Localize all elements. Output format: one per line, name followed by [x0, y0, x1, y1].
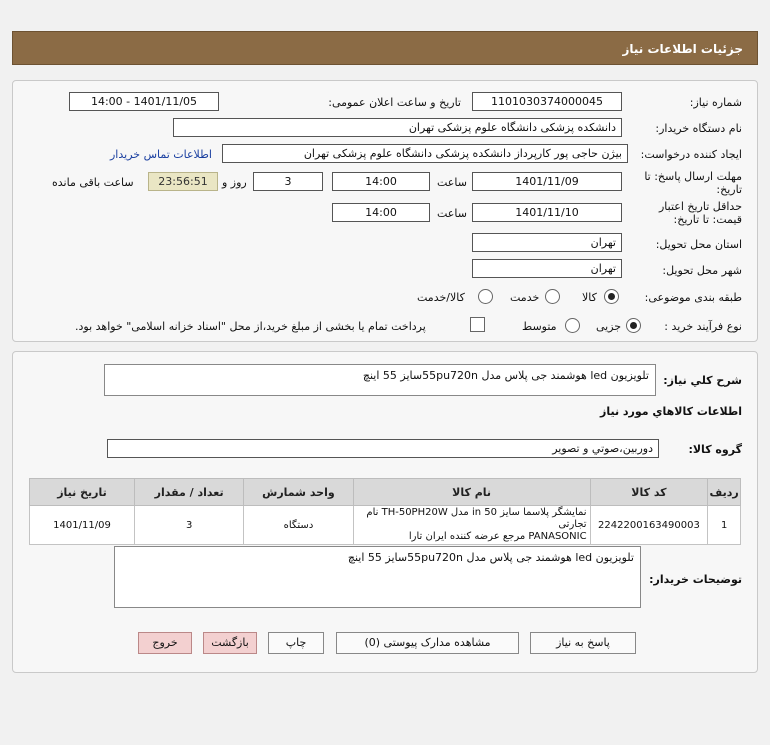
buyer-contact-link[interactable]: اطلاعات تماس خریدار	[110, 148, 212, 161]
category-radio-service[interactable]	[545, 289, 560, 304]
table-row[interactable]	[30, 506, 741, 545]
page-title: جزئیات اطلاعات نیاز	[622, 42, 743, 56]
days-field[interactable]: 3	[253, 172, 323, 191]
validity-time-field[interactable]: 14:00	[332, 203, 430, 222]
col-code: کد کالا	[590, 479, 708, 506]
deadline-label-line1: مهلت ارسال پاسخ: تا	[644, 170, 742, 183]
deadline-label-line2: تاریخ:	[716, 183, 742, 196]
announce-datetime-field[interactable]: 1401/11/05 - 14:00	[69, 92, 219, 111]
category-label: طبقه بندی موضوعی:	[644, 291, 742, 304]
need-number-label: شماره نیاز:	[689, 96, 742, 109]
goods-group-field[interactable]: دوربين،صوتي و تصوير	[107, 439, 659, 458]
deadline-time-field[interactable]: 14:00	[332, 172, 430, 191]
process-option-medium: متوسط	[522, 320, 557, 333]
cell-name-line2: PANASONIC مرجع عرضه کننده ایران تارا	[408, 531, 587, 542]
deadline-time-label: ساعت	[437, 176, 467, 189]
category-option-goods-service: کالا/خدمت	[417, 291, 465, 304]
category-radio-goods[interactable]	[604, 289, 619, 304]
buyer-org-field[interactable]: دانشکده پزشکی دانشگاه علوم پزشکی تهران	[173, 118, 622, 137]
category-option-service: خدمت	[510, 291, 540, 304]
cell-name-line1: نمایشگر پلاسما سایز 50 in مدل TH-50PH20W نام تجارتی	[366, 507, 587, 530]
buyer-notes-label: توضیحات خریدار:	[649, 573, 742, 586]
cell-code: 2242200163490003	[590, 506, 708, 545]
buyer-notes-textbox[interactable]: تلویزیون led هوشمند جی پلاس مدل 55pu720nسایز 55 اینچ	[114, 546, 641, 608]
summary-textbox[interactable]: تلویزیون led هوشمند جی پلاس مدل 55pu720nسایز 55 اینچ	[104, 364, 656, 396]
requester-field[interactable]: بیژن حاجی پور کارپرداز دانشکده پزشکی دانشگاه علوم پزشکی تهران	[222, 144, 628, 163]
cell-row: 1	[708, 506, 741, 545]
back-button[interactable]: بازگشت	[203, 632, 257, 654]
validity-label-line2: قیمت: تا تاریخ:	[673, 213, 742, 226]
process-radio-minor[interactable]	[626, 318, 641, 333]
treasury-payment-checkbox[interactable]	[470, 317, 485, 332]
validity-label-line1: حداقل تاریخ اعتبار	[658, 200, 742, 213]
treasury-payment-note: پرداخت تمام یا بخشی از مبلغ خرید،از محل "اسناد خزانه اسلامی" خواهد بود.	[75, 320, 426, 333]
process-option-minor: جزیی	[596, 320, 622, 333]
goods-table	[29, 478, 741, 545]
validity-date-field[interactable]: 1401/11/10	[472, 203, 622, 222]
col-date: تاریخ نیاز	[30, 479, 135, 506]
requester-label: ایجاد کننده درخواست:	[640, 148, 742, 161]
city-label: شهر محل تحویل:	[662, 264, 742, 277]
validity-time-label: ساعت	[437, 207, 467, 220]
process-type-label: نوع فرآیند خرید :	[664, 320, 742, 333]
remaining-label: ساعت باقی مانده	[52, 176, 134, 189]
need-number-field[interactable]: 1101030374000045	[472, 92, 622, 111]
reply-button[interactable]: پاسخ به نیاز	[530, 632, 636, 654]
process-radio-medium[interactable]	[565, 318, 580, 333]
remaining-time-field: 23:56:51	[148, 172, 218, 191]
category-radio-goods-service[interactable]	[478, 289, 493, 304]
summary-label: شرح کلي نياز:	[663, 374, 742, 387]
cell-date: 1401/11/09	[30, 506, 135, 545]
category-option-goods: کالا	[582, 291, 597, 304]
province-label: استان محل تحویل:	[655, 238, 742, 251]
days-label: روز و	[222, 176, 247, 189]
goods-group-label: گروه کالا:	[688, 443, 742, 456]
col-row: ردیف	[708, 479, 741, 506]
page-header	[12, 31, 758, 65]
cell-qty: 3	[135, 506, 244, 545]
exit-button[interactable]: خروج	[138, 632, 192, 654]
cell-unit: دستگاه	[244, 506, 353, 545]
deadline-date-field[interactable]: 1401/11/09	[472, 172, 622, 191]
city-field[interactable]: تهران	[472, 259, 622, 278]
col-unit: واحد شمارش	[244, 479, 353, 506]
goods-table-header	[30, 479, 741, 506]
announce-label: تاریخ و ساعت اعلان عمومی:	[328, 96, 461, 109]
print-button[interactable]: چاپ	[268, 632, 324, 654]
buyer-org-label: نام دستگاه خریدار:	[655, 122, 742, 135]
col-name: نام کالا	[353, 479, 590, 506]
province-field[interactable]: تهران	[472, 233, 622, 252]
view-attachments-button[interactable]: مشاهده مدارک پیوستی (0)	[336, 632, 519, 654]
cell-name	[353, 506, 590, 545]
goods-info-title: اطلاعات کالاهاي مورد نياز	[600, 405, 742, 418]
col-qty: تعداد / مقدار	[135, 479, 244, 506]
